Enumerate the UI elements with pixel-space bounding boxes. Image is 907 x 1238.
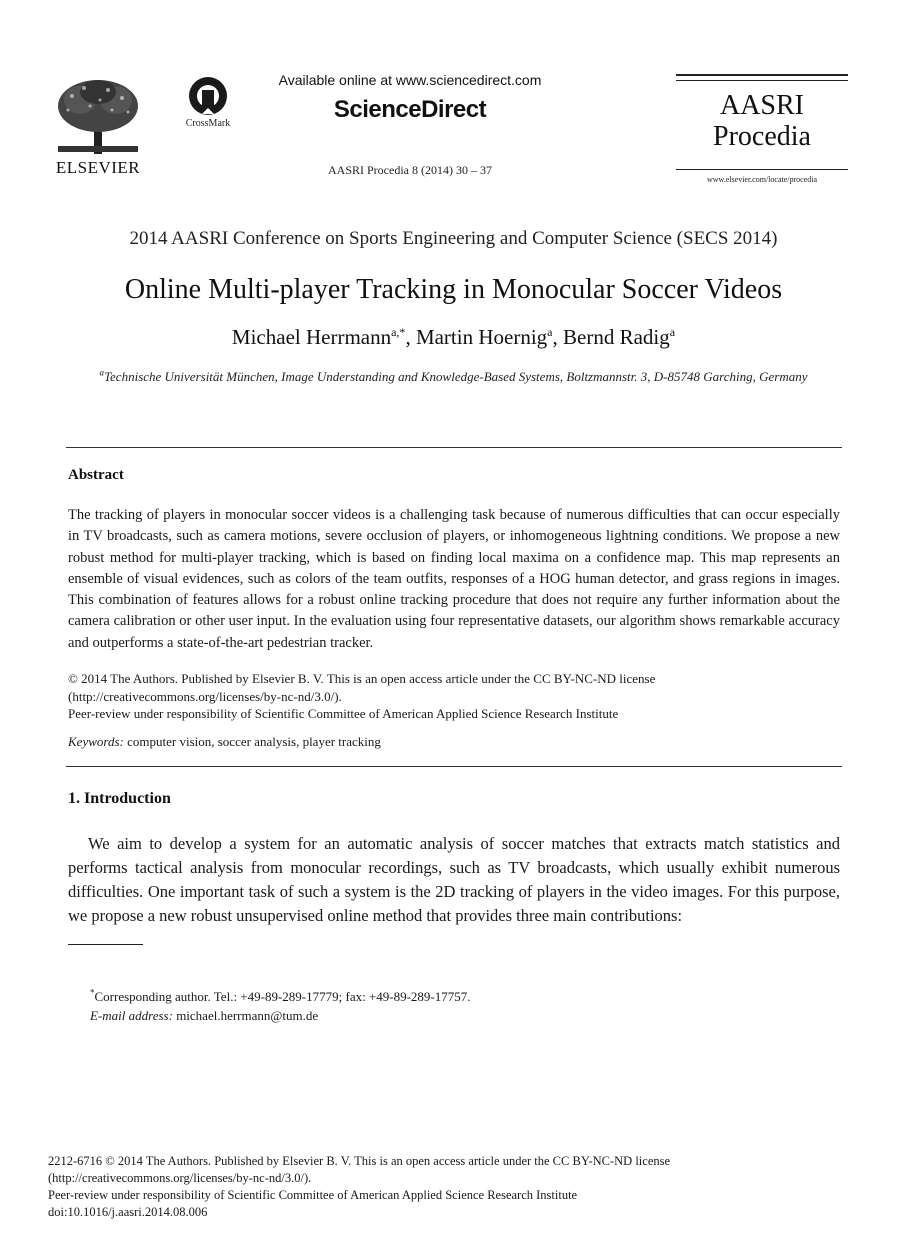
keywords	[68, 734, 840, 750]
sciencedirect-logo[interactable]: ScienceDirect	[333, 96, 487, 123]
affiliation	[40, 369, 867, 385]
author-marks: a	[547, 325, 553, 339]
elsevier-tree-icon	[50, 76, 146, 156]
footnote-rule	[68, 944, 143, 945]
abstract-body: The tracking of players in monocular soccer videos is a challenging task because of numerous difficulties that can occur especially in TV broadcasts, such as camera motions, severe occlusion of players, or inhomogeneous lightning conditions. We propose a new robust method for multi-player tracking, which is based on finding local maxima on a confidence map. This map represents an ensemble of visual evidences, such as colors of the team outfits, responses of a HOG human detector, and grass regions in images. This combination of features allows for a robust online tracking procedure that does not require any further information about the camera calibration or other user input. In the evaluation using four representative datasets, our algorithm shows remarkable accuracy and outperforms a state-of-the-art pedestrian tracker.	[68, 507, 840, 651]
author-list	[40, 325, 867, 350]
crossmark-label: CrossMark	[185, 118, 231, 129]
journal-logo-rule-top-thin	[676, 80, 848, 81]
journal-logo-rule-top	[676, 74, 848, 76]
page-footer	[48, 1153, 828, 1221]
affiliation-text: Technische Universität München, Image Understanding and Knowledge-Based Systems, Boltzmannstr. 3, D-85748 Garching, Germany	[104, 369, 808, 384]
journal-logo	[676, 74, 848, 186]
affiliation-mark: a	[99, 367, 104, 378]
available-online: Available online at www.sciencedirect.com	[278, 72, 542, 88]
section-heading-introduction: 1. Introduction	[68, 790, 171, 807]
author-name: Martin Hoernig	[415, 325, 548, 349]
introduction-body: We aim to develop a system for an automatic analysis of soccer matches that extracts match statistics and performs tactical analysis from monocular recordings, such as TV broadcasts, which usually exhibit numerous difficulties. One important task of such a system is the 2D tracking of players in the video images. For this purpose, we propose a new robust unsupervised online method that provides three main contributions:	[68, 834, 840, 925]
journal-reference: AASRI Procedia 8 (2014) 30 – 37	[328, 163, 492, 177]
copyright-line: © 2014 The Authors. Published by Elsevier B. V. This is an open access article under the CC BY-NC-ND license	[68, 671, 656, 686]
journal-logo-title	[676, 90, 848, 152]
divider	[66, 447, 842, 448]
keywords-list: computer vision, soccer analysis, player tracking	[127, 734, 381, 749]
journal-logo-rule-bottom	[676, 169, 848, 170]
crossmark-icon	[180, 76, 236, 118]
journal-name-line1: AASRI	[719, 90, 804, 121]
journal-name-line2: Procedia	[713, 121, 811, 152]
author-name: Bernd Radig	[563, 325, 670, 349]
paper-title: Online Multi-player Tracking in Monocular Soccer Videos	[124, 274, 783, 305]
copyright-notice	[68, 670, 840, 723]
footnote-mark: *	[90, 987, 95, 998]
conference-name: 2014 AASRI Conference on Sports Engineering and Computer Science (SECS 2014)	[129, 228, 778, 249]
elsevier-logo	[50, 76, 146, 178]
author-separator: ,	[552, 325, 563, 349]
author-separator: ,	[405, 325, 416, 349]
footnote-email	[90, 1008, 790, 1024]
author-marks: a	[669, 325, 676, 339]
author-name: Michael Herrmann	[231, 325, 392, 349]
license-link[interactable]: (http://creativecommons.org/licenses/by-nc-nd/3.0/).	[68, 688, 342, 704]
footer-license-link[interactable]: (http://creativecommons.org/licenses/by-nc-nd/3.0/).	[48, 1171, 312, 1185]
abstract-heading: Abstract	[68, 467, 124, 483]
footnote-corresponding	[90, 989, 790, 1005]
footer-issn-line: 2212-6716 © 2014 The Authors. Published by Elsevier B. V. This is an open access article under the CC BY-NC-ND license	[48, 1154, 671, 1168]
author-marks: a,*	[391, 325, 406, 339]
peer-review-note: Peer-review under responsibility of Scientific Committee of American Applied Science Research Institute	[68, 706, 619, 721]
divider	[66, 766, 842, 767]
elsevier-wordmark: ELSEVIER	[55, 158, 141, 177]
footer-peer-review: Peer-review under responsibility of Scientific Committee of American Applied Science Research Institute	[48, 1188, 578, 1202]
keywords-label: Keywords:	[68, 734, 124, 749]
email-address[interactable]: michael.herrmann@tum.de	[176, 1008, 319, 1023]
footer-doi[interactable]: doi:10.1016/j.aasri.2014.08.006	[48, 1205, 208, 1219]
journal-url[interactable]: www.elsevier.com/locate/procedia	[706, 175, 818, 184]
crossmark-badge[interactable]	[180, 76, 236, 136]
email-label: E-mail address:	[90, 1008, 173, 1023]
footnote-corresponding-text: Corresponding author. Tel.: +49-89-289-17779; fax: +49-89-289-17757.	[94, 989, 471, 1004]
